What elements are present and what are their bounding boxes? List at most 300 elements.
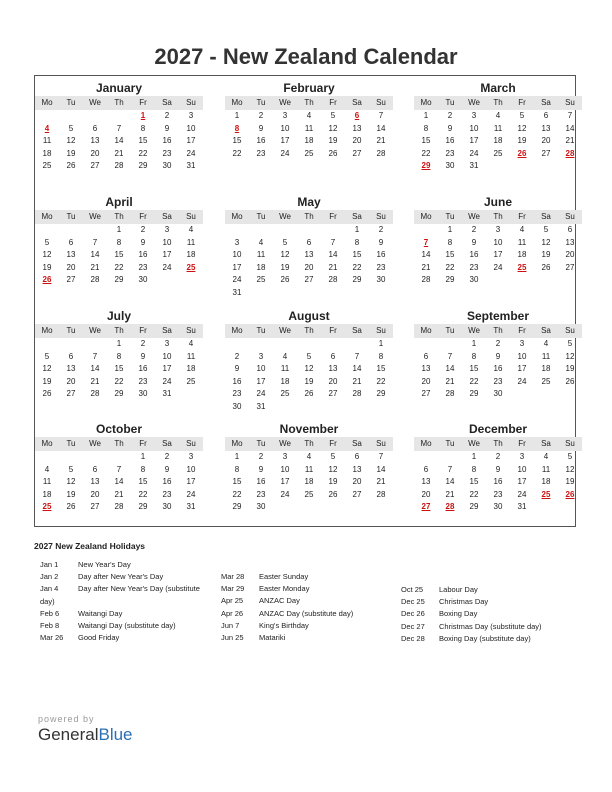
day-cell: 9 xyxy=(234,364,240,373)
day-empty xyxy=(35,338,59,351)
day-cell-holiday: 29 xyxy=(421,161,431,170)
day-cell: 28 xyxy=(352,389,362,398)
weekday-label: Sa xyxy=(541,439,551,448)
holiday-row xyxy=(221,583,353,595)
weekday-label: We xyxy=(468,439,480,448)
day-cell-holiday: 7 xyxy=(423,237,429,247)
day-cell: 9 xyxy=(378,237,384,247)
day-cell: 17 xyxy=(162,364,172,373)
day-cell: 5 xyxy=(68,123,74,133)
day-cell: 11 xyxy=(256,250,266,259)
day-cell: 8 xyxy=(471,351,477,361)
day-cell: 2 xyxy=(140,339,146,348)
day-cell: 5 xyxy=(68,464,74,474)
day-cell: 24 xyxy=(517,489,527,499)
weekday-label: Mo xyxy=(231,212,243,221)
holiday-date: Apr 25 xyxy=(221,596,244,606)
day-cell: 27 xyxy=(541,148,551,158)
weekday-label: Tu xyxy=(66,98,76,107)
day-cell: 28 xyxy=(328,275,338,284)
weekday-label: Su xyxy=(186,212,196,221)
day-cell: 23 xyxy=(376,262,386,272)
day-cell: 17 xyxy=(232,262,242,272)
day-cell: 27 xyxy=(90,161,100,170)
weekday-label: Tu xyxy=(256,212,266,221)
day-cell: 3 xyxy=(282,111,288,120)
day-cell: 2 xyxy=(234,351,240,361)
day-cell: 29 xyxy=(469,389,479,398)
weekday-label: Fr xyxy=(329,439,337,448)
weekday-label: Tu xyxy=(66,212,76,221)
day-cell: 17 xyxy=(517,364,527,373)
weekday-label: Su xyxy=(376,212,386,221)
holiday-name: Easter Monday xyxy=(259,584,310,594)
day-cell: 19 xyxy=(565,364,575,373)
holiday-row xyxy=(40,571,200,583)
weekday-label: Su xyxy=(565,439,575,448)
day-cell: 6 xyxy=(543,111,549,120)
holiday-date: Jan 2 xyxy=(40,572,59,582)
month-name: February xyxy=(283,81,335,95)
day-cell: 18 xyxy=(304,477,314,486)
day-cell: 2 xyxy=(164,452,170,461)
day-cell: 9 xyxy=(258,464,264,474)
month-name: May xyxy=(297,195,321,209)
month-november xyxy=(225,422,393,514)
day-cell-holiday: 25 xyxy=(541,489,551,499)
day-cell: 24 xyxy=(280,489,290,499)
day-cell-holiday: 27 xyxy=(421,502,431,511)
day-empty xyxy=(59,338,83,351)
day-cell: 5 xyxy=(330,452,336,461)
day-cell: 13 xyxy=(421,477,431,486)
day-cell: 22 xyxy=(232,489,242,499)
day-cell: 24 xyxy=(162,262,172,272)
weekday-label: Th xyxy=(114,326,124,335)
day-cell: 11 xyxy=(186,237,196,247)
weekday-label: Fr xyxy=(139,212,147,221)
weekday-label: Sa xyxy=(352,439,362,448)
day-cell: 12 xyxy=(328,464,338,474)
day-cell: 6 xyxy=(423,464,429,474)
holiday-row xyxy=(401,584,542,596)
day-cell: 22 xyxy=(232,148,242,158)
month-name: November xyxy=(279,422,339,436)
day-cell: 14 xyxy=(352,364,362,373)
weekday-label: Su xyxy=(376,439,386,448)
day-cell: 5 xyxy=(330,111,336,120)
weekday-label: Tu xyxy=(66,326,76,335)
day-cell: 17 xyxy=(186,136,196,145)
day-cell: 13 xyxy=(66,250,76,259)
weekday-label: We xyxy=(279,326,291,335)
day-cell: 7 xyxy=(116,464,122,474)
day-cell: 21 xyxy=(352,376,362,386)
day-cell: 12 xyxy=(304,364,314,373)
month-may xyxy=(225,195,393,299)
day-cell: 28 xyxy=(421,275,431,284)
day-cell: 4 xyxy=(306,111,312,120)
month-july xyxy=(35,309,203,401)
day-empty xyxy=(59,451,83,464)
day-empty xyxy=(83,338,107,351)
day-cell: 26 xyxy=(280,275,290,284)
day-cell: 10 xyxy=(232,250,242,259)
day-empty xyxy=(273,338,297,351)
month-name: January xyxy=(95,81,143,95)
day-grid xyxy=(225,338,393,413)
day-cell: 23 xyxy=(469,262,479,272)
weekday-label: Mo xyxy=(420,212,432,221)
day-cell: 15 xyxy=(138,477,148,486)
day-cell: 3 xyxy=(519,452,525,461)
weekday-label: We xyxy=(279,212,291,221)
month-name: June xyxy=(483,195,512,209)
day-cell: 13 xyxy=(541,123,551,133)
day-cell: 4 xyxy=(282,351,288,361)
day-cell: 14 xyxy=(376,123,386,133)
day-empty xyxy=(107,110,131,123)
weekday-label: Su xyxy=(376,326,386,335)
day-cell: 19 xyxy=(66,148,76,158)
day-cell: 22 xyxy=(114,376,124,386)
holiday-row xyxy=(401,621,542,633)
weekday-label: Fr xyxy=(139,439,147,448)
weekday-label: Fr xyxy=(329,326,337,335)
day-cell: 23 xyxy=(493,489,503,499)
day-cell: 30 xyxy=(469,275,479,284)
day-cell: 9 xyxy=(164,123,170,133)
day-cell: 15 xyxy=(352,250,362,259)
day-cell-holiday: 6 xyxy=(354,111,360,120)
weekday-label: Fr xyxy=(139,98,147,107)
day-cell: 22 xyxy=(352,262,362,272)
holiday-name: King's Birthday xyxy=(259,620,309,630)
day-cell: 6 xyxy=(92,123,98,133)
day-cell: 27 xyxy=(565,262,575,272)
day-cell: 15 xyxy=(469,477,479,486)
day-cell: 12 xyxy=(565,351,575,361)
day-cell: 19 xyxy=(66,489,76,499)
month-name: March xyxy=(480,81,516,95)
day-cell: 15 xyxy=(232,136,242,145)
holiday-name: ANZAC Day (substitute day) xyxy=(259,608,354,618)
holiday-date: Feb 6 xyxy=(40,608,60,618)
day-cell: 6 xyxy=(68,237,74,247)
day-cell: 28 xyxy=(90,389,100,398)
holiday-name: Easter Sunday xyxy=(259,572,309,581)
day-cell: 19 xyxy=(565,477,575,486)
day-cell: 16 xyxy=(162,477,172,486)
weekday-label: Sa xyxy=(352,98,362,107)
day-cell: 18 xyxy=(42,489,52,499)
day-cell: 8 xyxy=(116,237,122,247)
day-cell: 31 xyxy=(186,161,196,170)
day-cell: 1 xyxy=(447,225,453,234)
day-cell: 14 xyxy=(565,123,575,133)
day-cell: 22 xyxy=(114,262,124,272)
day-cell: 18 xyxy=(304,136,314,145)
month-name: September xyxy=(466,309,530,323)
day-cell: 26 xyxy=(328,489,338,499)
holiday-name: Christmas Day xyxy=(439,597,489,607)
day-cell: 27 xyxy=(352,148,362,158)
month-october xyxy=(35,422,203,514)
day-cell: 19 xyxy=(541,250,551,259)
weekday-label: Su xyxy=(565,98,575,107)
weekday-label: Sa xyxy=(541,326,551,335)
day-cell: 8 xyxy=(378,351,384,361)
weekday-header xyxy=(414,324,582,338)
day-cell: 16 xyxy=(493,477,503,486)
day-cell: 15 xyxy=(376,364,386,373)
day-cell: 10 xyxy=(517,464,527,474)
day-grid xyxy=(414,110,582,173)
day-cell: 13 xyxy=(90,477,100,486)
holiday-row xyxy=(221,571,353,583)
day-cell: 9 xyxy=(447,123,453,133)
month-january xyxy=(35,81,203,173)
holiday-date: Dec 25 xyxy=(401,597,425,607)
day-cell: 21 xyxy=(114,489,124,499)
day-cell: 25 xyxy=(541,376,551,386)
day-cell: 22 xyxy=(138,148,148,158)
month-march xyxy=(414,81,582,173)
day-cell: 21 xyxy=(90,262,100,272)
day-empty xyxy=(321,338,345,351)
month-name: July xyxy=(106,309,131,323)
holiday-date: Dec 26 xyxy=(401,609,425,619)
day-cell: 30 xyxy=(376,275,386,284)
weekday-label: Su xyxy=(186,326,196,335)
day-cell: 23 xyxy=(445,148,455,158)
day-empty xyxy=(297,224,321,237)
weekday-label: Th xyxy=(114,98,124,107)
day-cell: 13 xyxy=(328,364,338,373)
weekday-header xyxy=(225,96,393,110)
weekday-label: Sa xyxy=(352,212,362,221)
day-cell: 1 xyxy=(234,452,240,461)
weekday-label: Th xyxy=(114,439,124,448)
day-cell: 17 xyxy=(186,477,196,486)
day-cell: 16 xyxy=(445,136,455,145)
day-cell: 26 xyxy=(541,262,551,272)
day-cell: 7 xyxy=(92,351,98,361)
day-cell: 9 xyxy=(258,123,264,133)
day-cell: 17 xyxy=(493,250,503,259)
holiday-name: Boxing Day xyxy=(439,609,478,619)
day-cell: 15 xyxy=(445,250,455,259)
day-cell: 22 xyxy=(469,376,479,386)
holiday-date: Jun 25 xyxy=(221,632,244,642)
day-cell: 2 xyxy=(447,111,453,120)
day-cell: 21 xyxy=(376,136,386,145)
day-cell: 12 xyxy=(66,136,76,145)
day-cell: 9 xyxy=(495,351,501,361)
holiday-name: Boxing Day (substitute day) xyxy=(439,633,531,643)
day-cell: 28 xyxy=(114,161,124,170)
day-cell: 15 xyxy=(114,250,124,259)
day-cell: 7 xyxy=(92,237,98,247)
month-june xyxy=(414,195,582,287)
day-cell: 7 xyxy=(567,111,573,120)
weekday-label: Sa xyxy=(162,212,172,221)
day-cell: 17 xyxy=(280,136,290,145)
day-cell: 21 xyxy=(376,477,386,486)
day-cell: 10 xyxy=(493,237,503,247)
weekday-label: Mo xyxy=(231,326,243,335)
holiday-name: ANZAC Day xyxy=(259,596,300,606)
weekday-label: Th xyxy=(304,212,314,221)
day-cell: 6 xyxy=(306,237,312,247)
day-cell: 12 xyxy=(565,464,575,474)
brand-name xyxy=(38,725,133,745)
day-cell: 8 xyxy=(471,464,477,474)
day-cell: 19 xyxy=(328,136,338,145)
day-cell: 14 xyxy=(445,477,455,486)
day-cell: 28 xyxy=(90,275,100,284)
day-cell: 7 xyxy=(354,351,360,361)
day-cell: 14 xyxy=(445,364,455,373)
day-cell: 18 xyxy=(256,262,266,272)
holiday-date: Mar 28 xyxy=(221,572,245,581)
day-cell: 1 xyxy=(423,111,429,120)
day-cell: 28 xyxy=(114,502,124,511)
day-cell: 16 xyxy=(162,136,172,145)
day-cell: 25 xyxy=(280,389,290,398)
day-cell: 24 xyxy=(232,275,242,284)
weekday-label: Mo xyxy=(231,439,243,448)
month-september xyxy=(414,309,582,401)
day-cell: 27 xyxy=(66,275,76,284)
day-cell: 25 xyxy=(256,275,266,284)
day-cell: 18 xyxy=(541,477,551,486)
holiday-name: Day after New Year's Day (substitute xyxy=(78,584,200,594)
day-cell: 4 xyxy=(519,225,525,234)
weekday-label: Fr xyxy=(139,326,147,335)
day-cell: 17 xyxy=(280,477,290,486)
day-cell: 25 xyxy=(304,148,314,158)
weekday-label: Mo xyxy=(41,439,53,448)
day-cell: 7 xyxy=(116,123,122,133)
day-cell: 18 xyxy=(186,364,196,373)
day-empty xyxy=(414,338,438,351)
day-cell: 17 xyxy=(256,376,266,386)
day-cell: 3 xyxy=(188,452,194,461)
day-cell: 18 xyxy=(42,148,52,158)
holiday-row xyxy=(40,620,200,632)
day-cell: 7 xyxy=(330,237,336,247)
day-cell: 10 xyxy=(162,237,172,247)
day-cell: 25 xyxy=(186,376,196,386)
weekday-label: We xyxy=(89,98,101,107)
day-cell: 4 xyxy=(258,237,264,247)
day-cell: 27 xyxy=(304,275,314,284)
weekday-label: Sa xyxy=(162,98,172,107)
day-cell-holiday: 25 xyxy=(42,502,52,511)
day-cell: 16 xyxy=(256,477,266,486)
day-grid xyxy=(414,338,582,401)
month-name: October xyxy=(95,422,142,436)
day-cell-holiday: 25 xyxy=(186,262,196,272)
day-cell: 6 xyxy=(567,225,573,234)
day-cell: 27 xyxy=(328,389,338,398)
day-cell: 14 xyxy=(421,250,431,259)
weekday-label: Mo xyxy=(231,98,243,107)
weekday-label: Fr xyxy=(518,326,526,335)
day-cell: 23 xyxy=(162,148,172,158)
weekday-label: We xyxy=(89,326,101,335)
day-cell: 11 xyxy=(304,123,314,133)
day-cell: 24 xyxy=(517,376,527,386)
day-cell: 12 xyxy=(280,250,290,259)
holiday-name: Good Friday xyxy=(78,633,120,643)
weekday-header xyxy=(35,324,203,338)
day-cell: 3 xyxy=(234,237,240,247)
day-cell: 11 xyxy=(541,464,551,474)
weekday-label: Mo xyxy=(41,98,53,107)
day-cell: 2 xyxy=(164,111,170,120)
day-cell: 22 xyxy=(445,262,455,272)
day-cell: 21 xyxy=(421,262,431,272)
day-cell: 10 xyxy=(162,351,172,361)
day-cell: 4 xyxy=(44,464,50,474)
day-cell: 23 xyxy=(162,489,172,499)
day-grid xyxy=(414,451,582,514)
month-name: August xyxy=(288,309,330,323)
day-cell: 2 xyxy=(495,339,501,348)
day-cell: 30 xyxy=(493,389,503,398)
day-cell: 6 xyxy=(92,464,98,474)
day-cell: 14 xyxy=(90,364,100,373)
day-cell: 20 xyxy=(352,477,362,486)
day-cell: 13 xyxy=(66,364,76,373)
day-cell: 17 xyxy=(162,250,172,259)
day-empty xyxy=(321,224,345,237)
weekday-label: Tu xyxy=(256,98,266,107)
weekday-header xyxy=(225,210,393,224)
weekday-label: Sa xyxy=(162,439,172,448)
day-cell: 24 xyxy=(493,262,503,272)
day-cell: 18 xyxy=(280,376,290,386)
weekday-label: Tu xyxy=(445,439,455,448)
holiday-row xyxy=(40,583,200,595)
weekday-label: Tu xyxy=(445,98,455,107)
day-cell: 7 xyxy=(378,111,384,120)
day-cell: 30 xyxy=(232,401,242,411)
day-cell: 25 xyxy=(493,148,503,158)
day-cell: 26 xyxy=(565,376,575,386)
holiday-date: Jan 1 xyxy=(40,560,59,569)
day-cell: 28 xyxy=(376,148,386,158)
holiday-date: Mar 26 xyxy=(40,633,64,643)
day-cell: 10 xyxy=(186,464,196,474)
day-cell: 17 xyxy=(517,477,527,486)
brand-name-blue: Blue xyxy=(98,725,133,744)
day-cell: 5 xyxy=(567,339,573,348)
day-cell: 6 xyxy=(423,351,429,361)
day-cell: 18 xyxy=(517,250,527,259)
day-cell: 11 xyxy=(304,464,314,474)
day-cell: 1 xyxy=(140,452,146,461)
day-cell: 29 xyxy=(469,502,479,511)
day-cell: 31 xyxy=(162,389,172,398)
day-cell: 20 xyxy=(421,489,431,499)
day-cell: 9 xyxy=(140,351,146,361)
day-cell: 28 xyxy=(445,389,455,398)
weekday-header xyxy=(414,96,582,110)
day-cell: 28 xyxy=(376,489,386,499)
